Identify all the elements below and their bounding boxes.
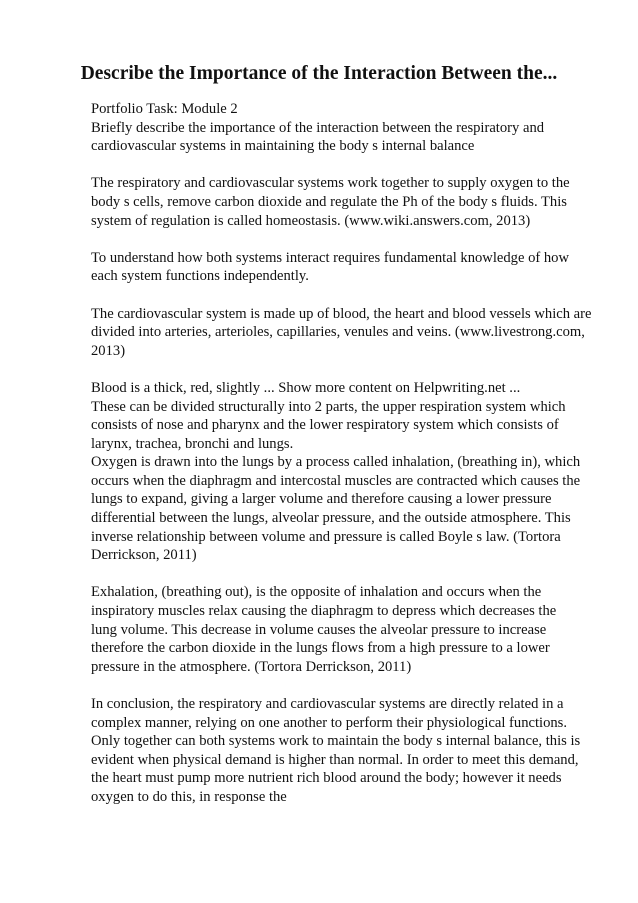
text-line: The cardiovascular system is made up of blood, the heart and blood vessels which are (91, 305, 592, 322)
text-line: Exhalation, (breathing out), is the opposite of inhalation and occurs when the (91, 584, 542, 601)
text-line: larynx, trachea, bronchi and lungs. (91, 435, 294, 452)
text-line: pressure in the atmosphere. (Tortora Derrickson, 2011) (91, 658, 412, 675)
text-line: These can be divided structurally into 2 parts, the upper respiration system which (91, 398, 566, 415)
text-line: Only together can both systems work to maintain the body s internal balance, this is (91, 733, 581, 750)
text-line: Oxygen is drawn into the lungs by a process called inhalation, (breathing in), which (91, 454, 581, 471)
text-line: In conclusion, the respiratory and cardiovascular systems are directly related in a (91, 696, 564, 712)
paragraph (91, 100, 601, 156)
text-line: therefore the carbon dioxide in the lungs flows from a high pressure to a lower (91, 640, 550, 657)
text-line: body s cells, remove carbon dioxide and regulate the Ph of the body s fluids. This (91, 193, 567, 210)
text-line: To understand how both systems interact requires fundamental knowledge of how (91, 249, 570, 266)
text-line: the heart must pump more nutrient rich blood around the body; however it needs (91, 770, 562, 787)
text-line: inspiratory muscles relax causing the diaphragm to depress which decreases the (91, 603, 557, 620)
text-line: The respiratory and cardiovascular systems work together to supply oxygen to the (91, 175, 570, 192)
text-line: occurs when the diaphragm and intercostal muscles are contracted which causes the (91, 472, 581, 489)
text-line: Blood is a thick, red, slightly ... Show more content on Helpwriting.net ... (91, 379, 521, 396)
text-line: each system functions independently. (91, 268, 309, 285)
paragraph (91, 174, 601, 230)
paragraph (91, 695, 601, 807)
paragraph-spacer (91, 156, 601, 175)
text-line: system of regulation is called homeostasis. (www.wiki.answers.com, 2013) (91, 212, 531, 229)
text-line: differential between the lungs, alveolar pressure, and the outside atmosphere. This (91, 510, 571, 527)
paragraph-spacer (91, 230, 601, 249)
text-line: 2013) (91, 342, 126, 359)
document-body (91, 100, 601, 807)
paragraph-spacer (91, 360, 601, 379)
text-line: Briefly describe the importance of the interaction between the respiratory and (91, 119, 545, 136)
paragraph-spacer (91, 286, 601, 305)
paragraph (91, 305, 601, 361)
paragraph-spacer (91, 676, 601, 695)
text-line: inverse relationship between volume and pressure is called Boyle s law. (Tortora (91, 528, 561, 545)
paragraph-spacer (91, 565, 601, 584)
text-line: Derrickson, 2011) (91, 547, 197, 564)
paragraph (91, 379, 601, 565)
text-line: complex manner, relying on one another to perform their physiological functions. (91, 714, 568, 731)
text-line: cardiovascular systems in maintaining the body s internal balance (91, 138, 475, 155)
text-line: evident when physical demand is higher than normal. In order to meet this demand, (91, 751, 579, 768)
text-line: divided into arteries, arterioles, capillaries, venules and veins. (www.livestrong.com, (91, 324, 585, 341)
text-line: oxygen to do this, in response the (91, 788, 287, 805)
paragraph (91, 249, 601, 286)
text-line: lungs to expand, giving a larger volume and therefore causing a lower pressure (91, 491, 552, 508)
paragraph (91, 583, 601, 676)
document-title: Describe the Importance of the Interaction Between the... (80, 63, 558, 84)
text-line: Portfolio Task: Module 2 (91, 101, 238, 117)
text-line: consists of nose and pharynx and the lower respiratory system which consists of (91, 417, 559, 434)
text-line: lung volume. This decrease in volume causes the alveolar pressure to increase (91, 621, 547, 638)
